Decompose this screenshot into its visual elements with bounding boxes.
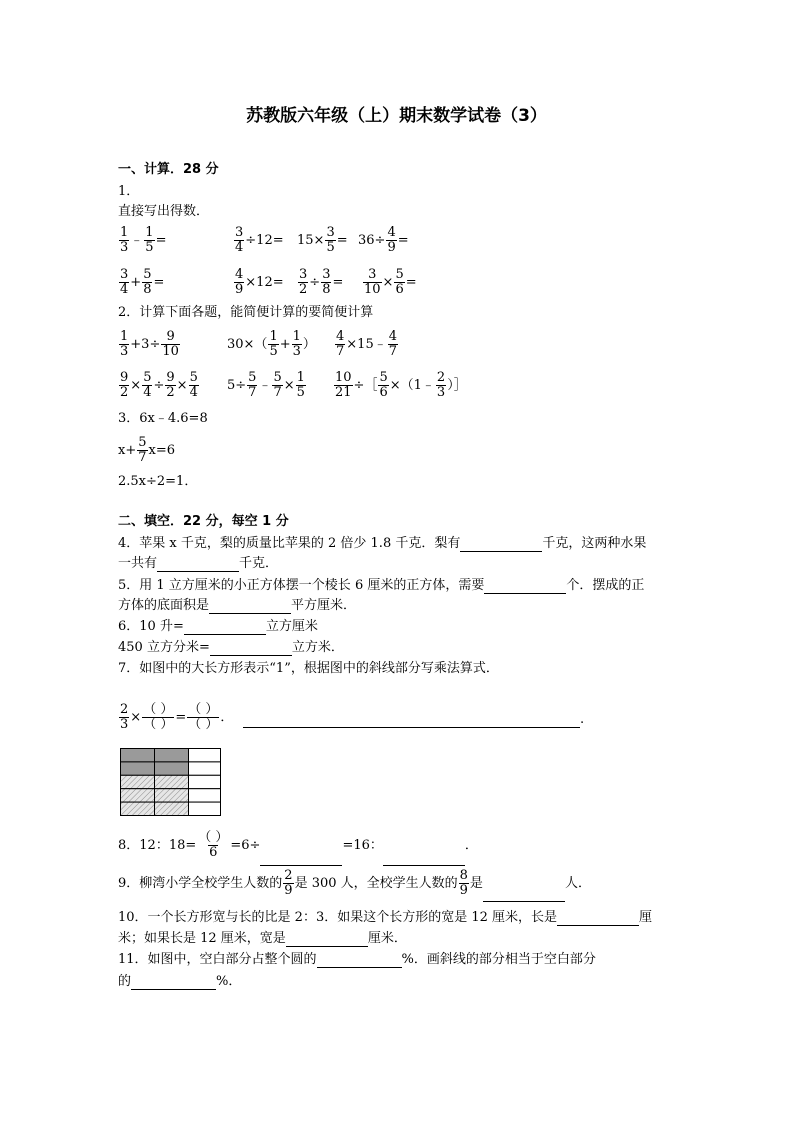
grid-cell [189,775,221,788]
fraction: $\frac{3}{2}$ [299,267,308,297]
q3-equation-c: 2.5x÷2=1． [118,474,198,489]
fraction: $\frac{4}{7}$ [336,329,345,359]
grid-cell [189,802,221,815]
fraction-blank[interactable]: $\frac{( )}{6}$ [198,830,229,860]
fraction: $\frac{1}{5}$ [296,370,305,400]
fraction-blank[interactable]: $\frac{( )}{( )}$ [188,702,219,732]
q4-line2: 一共有 千克． [118,556,279,571]
section1-heading: 一、计算．28 分 [118,162,219,177]
calc-item: $\frac{3}{4}$ ÷12= [235,225,284,255]
fraction: $\frac{5}{7}$ [138,435,147,465]
fraction: $\frac{2}{3}$ [120,702,129,732]
grid-cell [189,749,221,762]
answer-blank[interactable] [157,557,239,572]
q5-line1: 5．用 1 立方厘米的小正方体摆一个棱长 6 厘米的正方体，需要 个．摆成的正 [118,578,645,593]
q11-line1: 11．如图中，空白部分占整个圆的 %．画斜线的部分相当于空白部分 [118,952,596,967]
grid-cell [155,762,189,775]
answer-blank[interactable] [286,932,368,947]
calc-item: 36÷ $\frac{4}{9}$ = [358,225,409,255]
grid-cell [121,789,155,802]
calc-item: $\frac{3}{4}$ + $\frac{5}{8}$ = [120,267,165,297]
fraction: $\frac{5}{4}$ [189,370,198,400]
fraction: $\frac{9}{2}$ [166,370,175,400]
fraction: $\frac{1}{3}$ [120,225,129,255]
grid-cell [121,775,155,788]
grid-cell [155,749,189,762]
rectangle-grid-figure [120,748,222,816]
grid-cell [121,749,155,762]
calc-item: $\frac{3}{2}$ ÷ $\frac{3}{8}$ = [299,267,344,297]
calc-item: 5÷ $\frac{5}{7}$ ﹣ $\frac{5}{7}$ × $\frac{1}{5}$ [227,370,305,400]
calc-item: $\frac{1}{3}$ +3÷ $\frac{9}{10}$ [120,329,179,359]
q3-equation-b: x+ $\frac{5}{7}$ x=6 [118,435,176,465]
answer-blank[interactable] [557,911,639,926]
fraction: $\frac{3}{5}$ [326,225,335,255]
fraction: $\frac{3}{10}$ [364,267,381,297]
q10-line1: 10．一个长方形宽与长的比是 2：3．如果这个长方形的宽是 12 厘米，长是 厘 [118,910,653,925]
answer-blank[interactable] [131,975,216,990]
page-title: 苏教版六年级（上）期末数学试卷（3） [246,106,547,126]
answer-blank[interactable] [317,953,402,968]
q6-line1: 6．10 升= 立方厘米 [118,619,318,634]
calc-item: 15× $\frac{3}{5}$ = [297,225,348,255]
fraction: $\frac{4}{9}$ [387,225,396,255]
answer-blank[interactable] [184,620,266,635]
grid-cell [155,775,189,788]
fraction-blank[interactable]: $\frac{( )}{( )}$ [143,702,174,732]
q5-line2: 方体的底面积是 平方厘米． [118,598,357,613]
fraction: $\frac{4}{9}$ [235,267,244,297]
grid-cell [155,802,189,815]
fraction: $\frac{8}{9}$ [459,868,468,898]
fraction: $\frac{10}{21}$ [335,370,352,400]
fraction: $\frac{5}{7}$ [248,370,257,400]
fraction: $\frac{5}{8}$ [143,267,152,297]
q4-line1: 4．苹果 x 千克，梨的质量比苹果的 2 倍少 1.8 千克．梨有 千克，这两种水果 [118,536,647,551]
fraction: $\frac{5}{6}$ [395,267,404,297]
calc-item: $\frac{1}{3}$ ﹣ $\frac{1}{5}$ = [120,225,167,255]
answer-blank[interactable] [383,851,465,866]
q1-instruction: 直接写出得数． [118,204,210,219]
fraction: $\frac{9}{2}$ [120,370,129,400]
answer-blank[interactable] [210,641,292,656]
q6-line2: 450 立方分米= 立方米． [118,640,344,655]
fraction: $\frac{5}{4}$ [143,370,152,400]
fraction: $\frac{1}{5}$ [145,225,154,255]
q7-answer-line: . [243,712,584,728]
answer-blank[interactable] [483,887,565,902]
calc-item: $\frac{10}{21}$ ÷［ $\frac{5}{6}$ ×（1﹣ $\frac{2}{3}$ ）］ [335,370,467,400]
grid-cell [121,762,155,775]
fraction: $\frac{3}{4}$ [120,267,129,297]
q2-instruction: 2．计算下面各题，能简便计算的要简便计算 [118,305,374,320]
fraction: $\frac{2}{9}$ [284,868,293,898]
q3-equation-a: 3．6x﹣4.6=8 [118,411,208,426]
answer-blank[interactable] [243,713,580,728]
q8-line: 8．12：18= $\frac{( )}{6}$ =6÷ =16： ． [118,826,478,866]
fraction: $\frac{1}{5}$ [269,329,278,359]
calc-item: $\frac{4}{7}$ ×15﹣ $\frac{4}{7}$ [336,329,397,359]
q9-line: 9．柳湾小学全校学生人数的 $\frac{2}{9}$ 是 300 人，全校学生人数的 $\frac{8}{9}$ 是 人． [118,866,591,902]
fraction: $\frac{9}{10}$ [162,329,179,359]
fraction: $\frac{4}{7}$ [388,329,397,359]
fraction: $\frac{3}{8}$ [322,267,331,297]
answer-blank[interactable] [460,537,542,552]
grid-cell [155,789,189,802]
grid-cell [189,789,221,802]
answer-blank[interactable] [484,579,566,594]
section2-heading: 二、填空．22 分，每空 1 分 [118,514,289,529]
answer-blank[interactable] [209,599,291,614]
fraction: $\frac{5}{6}$ [379,370,388,400]
fraction: $\frac{2}{3}$ [436,370,446,400]
q7-text: 7．如图中的大长方形表示“1”，根据图中的斜线部分写乘法算式． [118,661,499,676]
q11-line2: 的 %． [118,974,242,989]
calc-item: $\frac{4}{9}$ ×12= [235,267,284,297]
calc-item: $\frac{3}{10}$ × $\frac{5}{6}$ = [364,267,417,297]
calc-item: $\frac{9}{2}$ × $\frac{5}{4}$ ÷ $\frac{9}{2}$ × $\frac{5}{4}$ [120,370,198,400]
grid-cell [121,802,155,815]
answer-blank[interactable] [260,851,342,866]
q7-expression: $\frac{2}{3}$ × $\frac{( )}{( )}$ = $\frac{( )}{( )}$ ． [120,702,234,732]
fraction: $\frac{1}{3}$ [292,329,301,359]
q1-number: 1． [118,184,140,199]
fraction: $\frac{5}{7}$ [273,370,282,400]
calc-item: 30×（ $\frac{1}{5}$ + $\frac{1}{3}$ ） [227,329,316,359]
fraction: $\frac{1}{3}$ [120,329,129,359]
grid-cell [189,762,221,775]
q10-line2: 米；如果长是 12 厘米，宽是 厘米． [118,931,407,946]
fraction: $\frac{3}{4}$ [235,225,244,255]
